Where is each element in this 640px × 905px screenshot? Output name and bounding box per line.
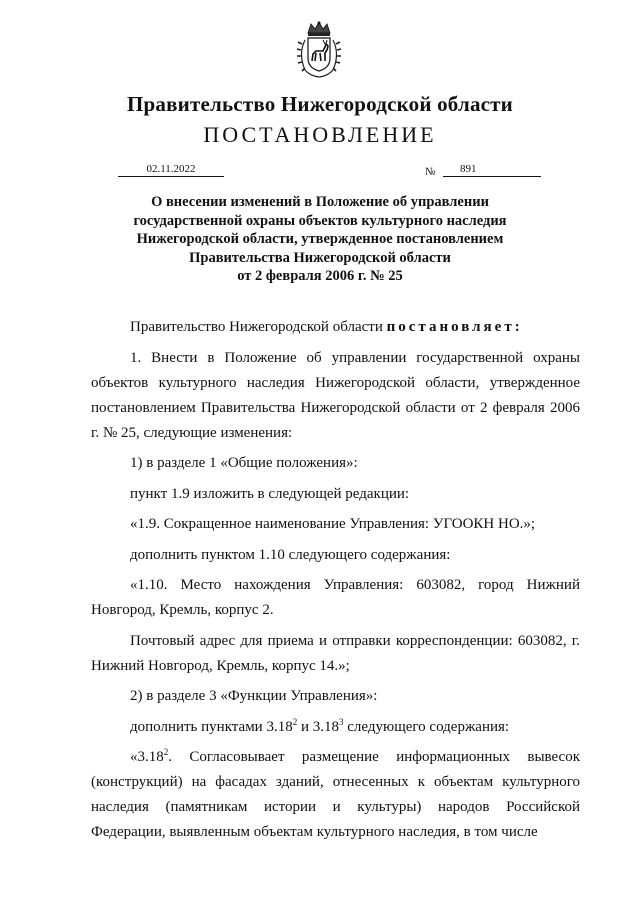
p10-text-a: «3.18 [130, 749, 164, 765]
title-line: от 2 февраля 2006 г. № 25 [237, 268, 403, 284]
document-date: 02.11.2022 [118, 163, 224, 177]
paragraph-3: пункт 1.9 изложить в следующей редакции: [130, 485, 410, 502]
p10-sup: 2 [163, 747, 169, 757]
number-label: № [425, 166, 436, 178]
title-line: О внесении изменений в Положение об управлении [151, 194, 489, 210]
paragraph-10 [91, 745, 580, 845]
document-number: 891 [443, 163, 541, 177]
coat-of-arms-deer-icon [296, 20, 342, 78]
paragraph-intro [91, 315, 580, 340]
title-line: Правительства Нижегородской области [189, 249, 451, 266]
decree-word: постановляет: [386, 319, 523, 335]
paragraph-6: «1.10. Место нахождения Управления: 603082, город Нижний Новгород, Кремль, корпус 2. [91, 577, 580, 618]
paragraph-9 [91, 715, 580, 740]
paragraph-7: Почтовый адрес для приема и отправки корреспонденции: 603082, г. Нижний Новгород, Кремль, корпус 14.»; [91, 632, 580, 674]
p9-text-a: дополнить пунктами 3.18 [130, 718, 293, 735]
intro-text: Правительство Нижегородской области [130, 319, 387, 335]
p9-sup-2: 3 [339, 716, 344, 727]
document-title [110, 193, 530, 286]
document-body [91, 315, 580, 845]
paragraph-1: 1. Внести в Положение об управлении государственной охраны объектов культурного наследия Нижегородской области, утвержденное постановлением Правительства Нижегородской области от 2 февраля 2006 г. № 25, следующие изменения: [91, 349, 580, 441]
p10-text-b: . Согласовывает размещение информационных вывесок (конструкций) на фасадах зданий, отнесенных к объектам культурного наследия (памятникам истории и культуры) народов Российской Федерации, выявленным объектам культурного наследия, в том числе [91, 749, 580, 840]
organization-name: Правительство Нижегородской области [127, 92, 513, 116]
p9-text-b: и 3.18 [297, 718, 339, 735]
paragraph-2: 1) в разделе 1 «Общие положения»: [130, 455, 358, 471]
paragraph-4: «1.9. Сокращенное наименование Управления: УГООКН НО.»; [130, 516, 536, 532]
title-line: Нижегородской области, утвержденное постановлением [136, 231, 504, 247]
p9-text-c: следующего содержания: [343, 718, 510, 735]
paragraph-8: 2) в разделе 3 «Функции Управления»: [130, 688, 378, 704]
document-type: ПОСТАНОВЛЕНИЕ [203, 122, 437, 147]
p9-sup-1: 2 [292, 716, 298, 727]
paragraph-5: дополнить пунктом 1.10 следующего содержания: [130, 546, 451, 563]
title-line: государственной охраны объектов культурного наследия [133, 212, 507, 229]
